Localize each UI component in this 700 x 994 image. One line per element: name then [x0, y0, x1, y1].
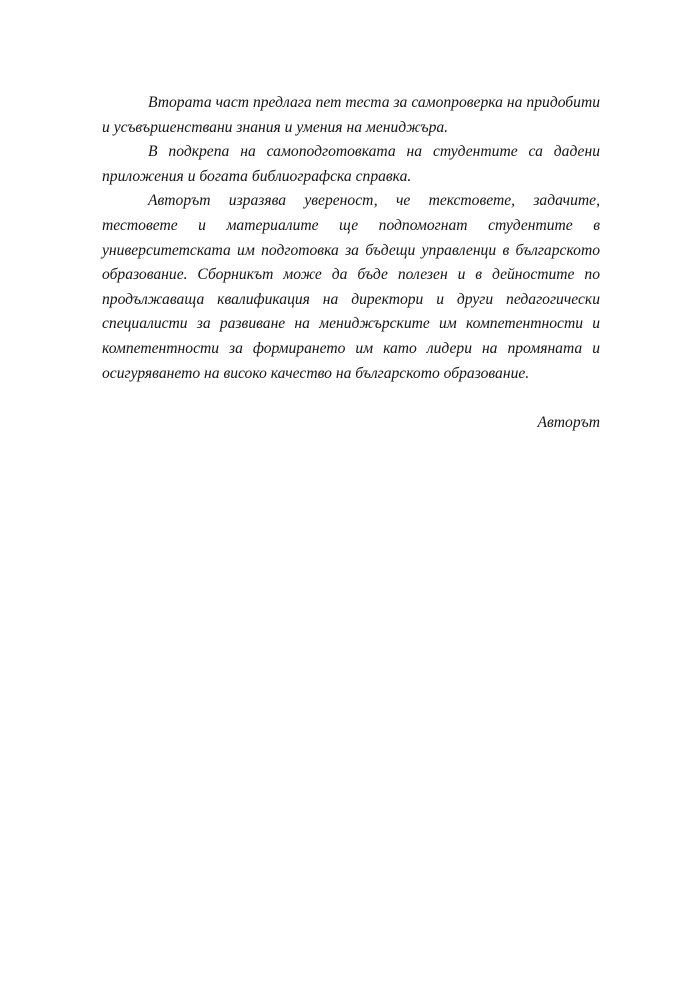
paragraph-author-statement: Авторът изразява увереност, че текстовете, задачите, тестовете и материалите ще подпомогнат студентите в университетската им подготовка за бъдещи управленци в българското образование. Сборникът може да бъде полезен и в дейностите по продължаваща квалификация на директори и други педагогически специалисти за развиване на мениджърските им компетентности и компетентности за формирането им като лидери на промяната и осигуряването на високо качество на българското образование.: [102, 192, 600, 382]
paragraph-self-tests: Втората част предлага пет теста за самопроверка на придобити и усъвършенствани знания и умения на мениджъра.: [102, 94, 600, 136]
body-text: [102, 91, 600, 386]
paragraph-appendices: В подкрепа на самоподготовката на студентите са дадени приложения и богата библиографска справка.: [102, 143, 600, 185]
author-signature: Авторът: [537, 414, 600, 431]
